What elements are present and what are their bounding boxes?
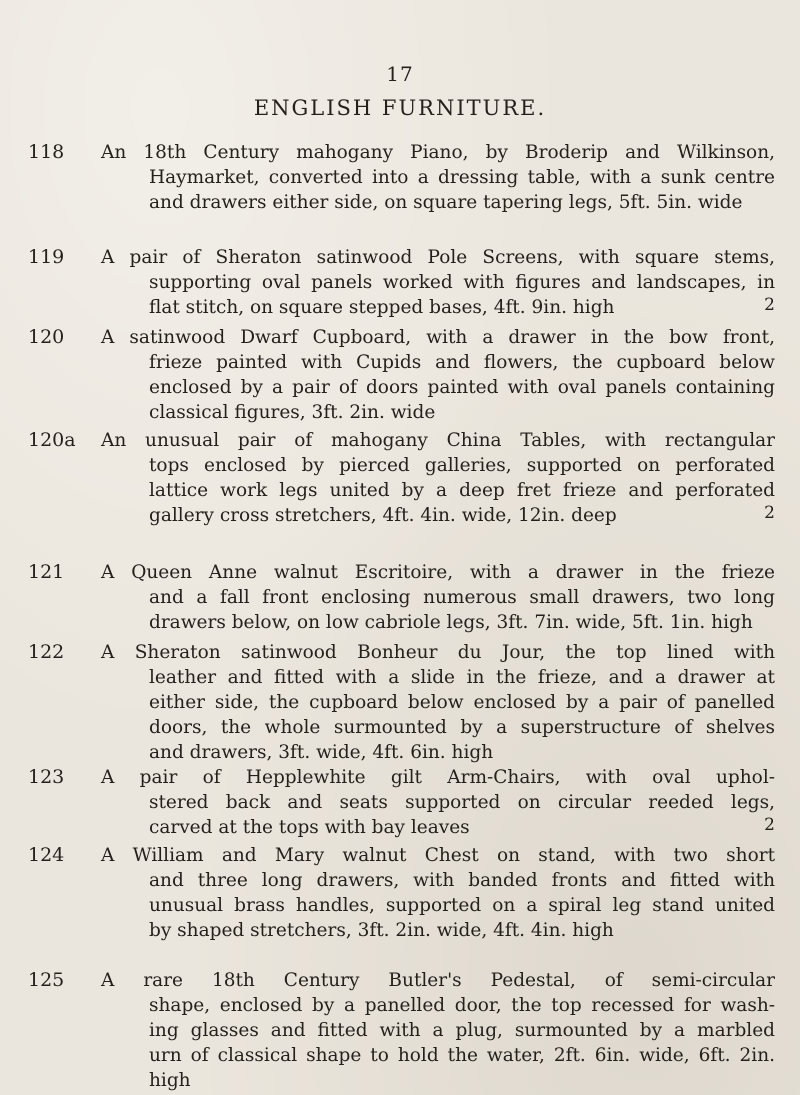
section-title: ENGLISH FURNITURE. <box>253 96 547 120</box>
lot-description-line: by shaped stretchers, 3ft. 2in. wide, 4ft. 4in. high <box>149 920 614 941</box>
lot-description-line: tops enclosed by pierced galleries, supported on perforated <box>149 455 775 476</box>
lot-description-line: supporting oval panels worked with figures and landscapes, in <box>149 272 775 293</box>
lot-description <box>101 428 775 528</box>
lot-description-first-line: A satinwood Dwarf Cupboard, with a drawer in the bow front, <box>101 327 775 348</box>
lot-number: 122 <box>28 641 65 663</box>
lot-description-line: gallery cross stretchers, 4ft. 4in. wide, 12in. deep <box>149 505 617 526</box>
lot-description-first-line: A pair of Hepplewhite gilt Arm-Chairs, with oval uphol- <box>101 767 775 788</box>
lot-description-line: and three long drawers, with banded fronts and fitted with <box>149 870 775 891</box>
lot-description-line: carved at the tops with bay leaves <box>149 817 470 838</box>
lot-description-line: ing glasses and fitted with a plug, surmounted by a marbled <box>149 1020 775 1041</box>
lot-description <box>101 560 775 635</box>
lot-description-first-line: An unusual pair of mahogany China Tables, with rectangular <box>101 430 775 451</box>
lot-description-line: and a fall front enclosing numerous small drawers, two long <box>149 587 775 608</box>
lot-description <box>101 765 775 840</box>
lot-description-line: drawers below, on low cabriole legs, 3ft. 7in. wide, 5ft. 1in. high <box>149 612 753 633</box>
lot-description <box>101 325 775 425</box>
lot-description-first-line: A rare 18th Century Butler's Pedestal, of semi-circular <box>101 970 775 991</box>
lot-number: 125 <box>28 969 65 991</box>
lot-description-line: flat stitch, on square stepped bases, 4ft. 9in. high <box>149 297 615 318</box>
lot-number: 124 <box>28 844 65 866</box>
lot-description-line: leather and fitted with a slide in the frieze, and a drawer at <box>149 667 775 688</box>
lot-description-first-line: A William and Mary walnut Chest on stand, with two short <box>101 845 775 866</box>
lot-description-first-line: A pair of Sheraton satinwood Pole Screens, with square stems, <box>101 247 775 268</box>
lot-description-line: frieze painted with Cupids and flowers, the cupboard below <box>149 352 775 373</box>
lot-number: 120a <box>28 429 76 451</box>
lot-description-first-line: An 18th Century mahogany Piano, by Broderip and Wilkinson, <box>101 142 775 163</box>
lot-description <box>101 843 775 943</box>
lot-description-line: doors, the whole surmounted by a superstructure of shelves <box>149 717 775 738</box>
lot-description-line: either side, the cupboard below enclosed by a pair of panelled <box>149 692 775 713</box>
lot-description-line: urn of classical shape to hold the water, 2ft. 6in. wide, 6ft. 2in. <box>149 1045 775 1066</box>
lot-description-line: and drawers, 3ft. wide, 4ft. 6in. high <box>149 742 494 763</box>
lot-description <box>101 968 775 1093</box>
lot-description-line: stered back and seats supported on circular reeded legs, <box>149 792 775 813</box>
lot-description-first-line: A Queen Anne walnut Escritoire, with a drawer in the frieze <box>101 562 775 583</box>
lot-quantity: 2 <box>764 815 775 835</box>
page-number: 17 <box>386 62 414 86</box>
lot-description-line: high <box>149 1070 191 1091</box>
lot-number: 118 <box>28 141 65 163</box>
lot-description-line: classical figures, 3ft. 2in. wide <box>149 402 436 423</box>
lot-description-line: unusual brass handles, supported on a spiral leg stand united <box>149 895 775 916</box>
lot-quantity: 2 <box>764 295 775 315</box>
lot-description <box>101 640 775 765</box>
lot-description-line: Haymarket, converted into a dressing table, with a sunk centre <box>149 167 775 188</box>
lot-description <box>101 140 775 215</box>
lot-number: 121 <box>28 561 65 583</box>
lot-description-first-line: A Sheraton satinwood Bonheur du Jour, the top lined with <box>101 642 775 663</box>
lot-description-line: and drawers either side, on square tapering legs, 5ft. 5in. wide <box>149 192 743 213</box>
lot-number: 120 <box>28 326 65 348</box>
lot-description-line: shape, enclosed by a panelled door, the top recessed for wash- <box>149 995 775 1016</box>
lot-description-line: enclosed by a pair of doors painted with oval panels containing <box>149 377 775 398</box>
lot-quantity: 2 <box>764 503 775 523</box>
lot-number: 123 <box>28 766 65 788</box>
lot-description-line: lattice work legs united by a deep fret frieze and perforated <box>149 480 775 501</box>
lot-number: 119 <box>28 246 65 268</box>
lot-description <box>101 245 775 320</box>
